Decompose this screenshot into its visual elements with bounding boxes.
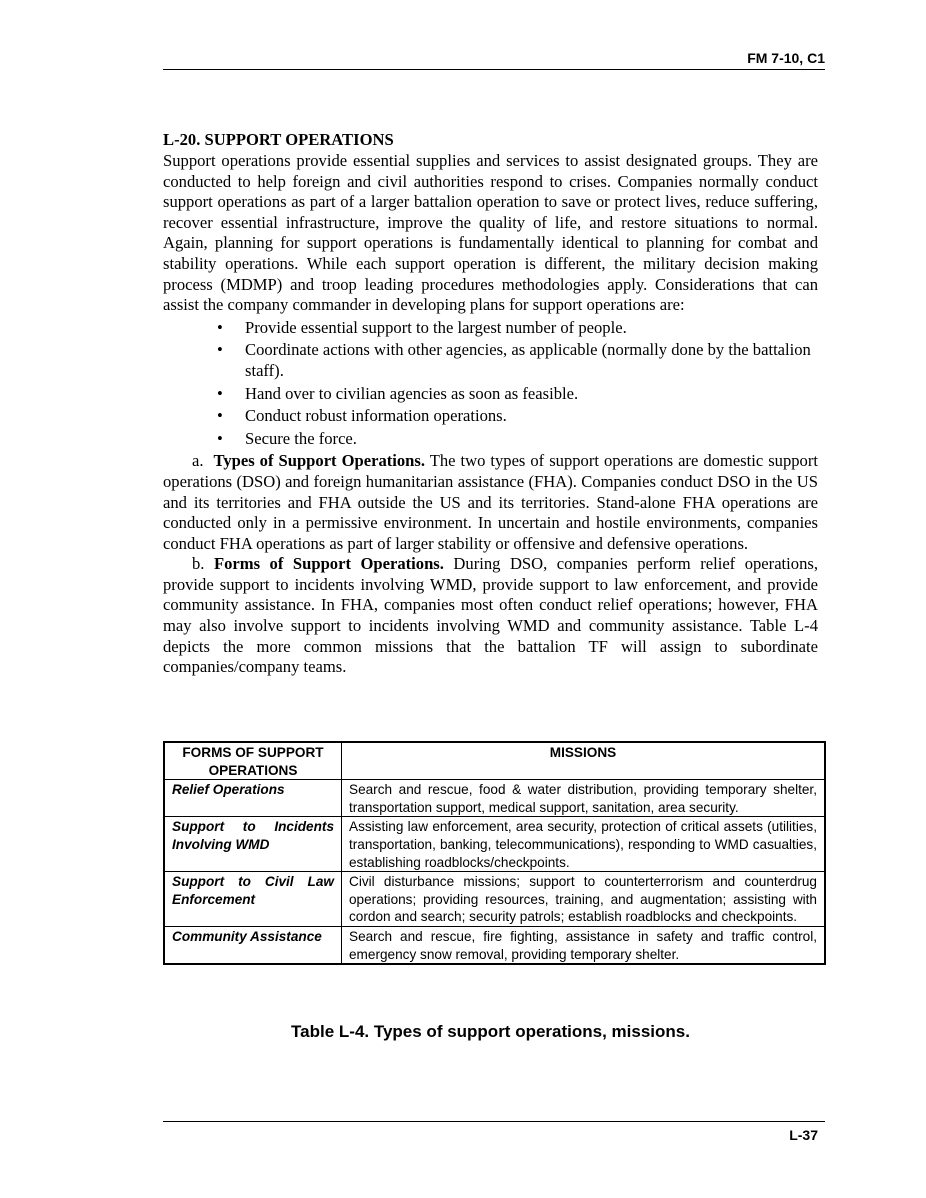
section-heading: L-20. SUPPORT OPERATIONS bbox=[163, 130, 394, 149]
list-item: • Provide essential support to the largest number of people. bbox=[217, 317, 627, 337]
paragraph-a-label: a. bbox=[192, 451, 204, 471]
form-cell: Community Assistance bbox=[164, 926, 342, 964]
column-header-forms: FORMS OF SUPPORT OPERATIONS bbox=[164, 742, 342, 780]
paragraph-a-title: Types of Support Operations. bbox=[213, 451, 426, 471]
table-row bbox=[164, 780, 825, 817]
missions-cell: Search and rescue, fire fighting, assistance in safety and traffic control, emergency snow removal, providing temporary shelter. bbox=[342, 926, 826, 964]
paragraph-b bbox=[163, 554, 818, 678]
paragraph-b-text: During DSO, companies perform relief operations, provide support to incidents involving WMD, provide support to law enforcement, and provide community assistance. In FHA, companies most often conduct relief operations; however, FHA may also involve support to incidents involving WMD and community assistance. Table L-4 depicts the more common missions that the battalion TF will assign to subordinate companies/company teams. bbox=[163, 554, 818, 677]
form-cell: Support to Civil Law Enforcement bbox=[164, 872, 342, 927]
column-header-missions: MISSIONS bbox=[342, 742, 826, 780]
form-cell: Support to Incidents Involving WMD bbox=[164, 817, 342, 872]
support-operations-table bbox=[163, 741, 826, 965]
considerations-list bbox=[163, 318, 818, 450]
table-caption: Table L-4. Types of support operations, missions. bbox=[291, 1022, 690, 1041]
section-body bbox=[163, 129, 818, 678]
table-row bbox=[164, 817, 825, 872]
list-item: • Coordinate actions with other agencies, as applicable (normally done by the battalion staff). bbox=[217, 340, 811, 380]
bullet-icon: • bbox=[217, 317, 223, 337]
form-cell: Relief Operations bbox=[164, 780, 342, 817]
list-item: • Hand over to civilian agencies as soon as feasible. bbox=[217, 383, 579, 403]
paragraph-a-text: The two types of support operations are domestic support operations (DSO) and foreign humanitarian assistance (FHA). Companies conduct DSO in the US and its territories and FHA outside the US and its territories. Stand-alone FHA operations are conducted only in a permissive environment. In uncertain and hostile environments, companies conduct FHA operations as part of larger stability or offensive and defensive operations. bbox=[163, 451, 818, 553]
footer-rule bbox=[163, 1121, 825, 1122]
paragraph-a bbox=[163, 451, 818, 554]
header-rule bbox=[163, 69, 825, 70]
paragraph-b-label: b. bbox=[192, 554, 205, 574]
table-row bbox=[164, 872, 825, 927]
page-number: L-37 bbox=[789, 1127, 818, 1143]
bullet-icon: • bbox=[217, 428, 223, 448]
list-item: • Secure the force. bbox=[217, 428, 357, 448]
list-item: • Conduct robust information operations. bbox=[217, 406, 507, 426]
missions-cell: Search and rescue, food & water distribution, providing temporary shelter, transportation support, medical support, sanitation, area security. bbox=[342, 780, 826, 817]
missions-cell: Civil disturbance missions; support to counterterrorism and counterdrug operations; providing resources, training, and augmentation; assisting with cordon and search; security patrols; establish roadblocks and checkpoints. bbox=[342, 872, 826, 927]
intro-paragraph: Support operations provide essential supplies and services to assist designated groups. They are conducted to help foreign and civil authorities respond to crises. Companies normally conduct support operations as part of a larger battalion operation to save or protect lives, reduce suffering, recover essential infrastructure, improve the quality of life, and restore situations to normal. Again, planning for support operations is fundamentally identical to planning for combat and stability operations. While each support operation is different, the military decision making process (MDMP) and troop leading procedures methodologies apply. Considerations that can assist the company commander in developing plans for support operations are: bbox=[163, 151, 818, 315]
paragraph-b-title: Forms of Support Operations. bbox=[213, 554, 444, 574]
bullet-icon: • bbox=[217, 406, 223, 426]
table-row bbox=[164, 926, 825, 964]
missions-cell: Assisting law enforcement, area security, protection of critical assets (utilities, transportation, banking, telecommunications), responding to WMD casualties, establishing roadblocks/checkpoints. bbox=[342, 817, 826, 872]
running-header: FM 7-10, C1 bbox=[747, 50, 825, 66]
bullet-icon: • bbox=[217, 383, 223, 403]
table-header-row bbox=[164, 742, 825, 780]
bullet-icon: • bbox=[217, 340, 223, 360]
